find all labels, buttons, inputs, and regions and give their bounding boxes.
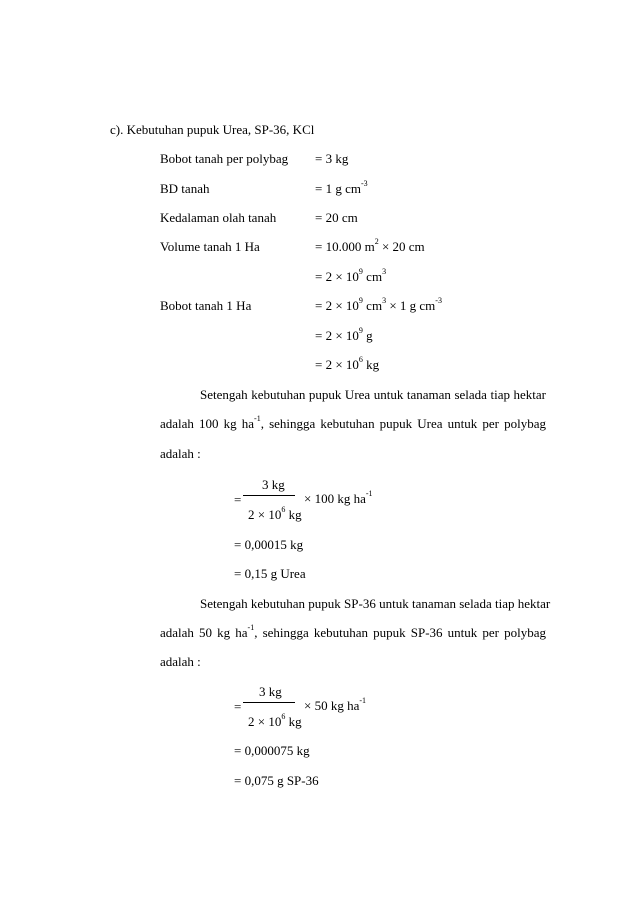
sp36-result-g: = 0,075 g SP-36	[234, 773, 319, 788]
sp36-paragraph-line3: adalah :	[160, 654, 201, 669]
urea-paragraph-line3: adalah :	[160, 446, 201, 461]
param-value-soil-weight-g: = $2 \times 10^9$ g	[315, 326, 373, 343]
param-label-volume: Volume tanah 1 Ha	[160, 239, 260, 254]
param-label-depth: Kedalaman olah tanah	[160, 210, 277, 225]
urea-fraction-bar	[243, 495, 295, 496]
sp36-fraction-denominator: $2 \times 10^6$ kg	[248, 712, 302, 729]
sp36-paragraph-line2: adalah 50 kg $ha^{-1}$, sehingga kebutuhan pupuk SP-36 untuk per polybag	[160, 623, 546, 640]
urea-paragraph-line1: Setengah kebutuhan pupuk Urea untuk tanaman selada tiap hektar	[200, 387, 546, 402]
param-label-soil-weight-polybag: Bobot tanah per polybag	[160, 151, 289, 166]
sp36-fraction-bar	[243, 702, 295, 703]
urea-result-g: = 0,15 g Urea	[234, 566, 306, 581]
urea-fraction-denominator: $2 \times 10^6$ kg	[248, 505, 302, 522]
param-value-volume: = 10.000 $m^2 \times 20$ cm	[315, 237, 425, 254]
sp36-result-kg: = 0,000075 kg	[234, 743, 310, 758]
urea-paragraph-line2: adalah 100 kg $ha^{-1}$, sehingga kebutuhan pupuk Urea untuk per polybag	[160, 414, 546, 431]
sp36-paragraph-line1: Setengah kebutuhan pupuk SP-36 untuk tanaman selada tiap hektar	[200, 596, 551, 611]
param-value-depth: = 20 cm	[315, 210, 358, 225]
sp36-multiplier: × 50 kg $ha^{-1}$	[304, 696, 367, 713]
sp36-fraction-numerator: 3 kg	[259, 684, 282, 699]
param-label-soil-weight-ha: Bobot tanah 1 Ha	[160, 298, 252, 313]
param-value-bd: = 1 g $cm^{-3}$	[315, 179, 368, 196]
urea-fraction-numerator: 3 kg	[262, 477, 285, 492]
param-value-soil-weight-kg: = $2 \times 10^6$ kg	[315, 355, 380, 372]
urea-result-kg: = 0,00015 kg	[234, 537, 304, 552]
sp36-equals-sign: =	[234, 699, 242, 714]
param-value-volume-result: = $2 \times 10^9$ $cm^3$	[315, 267, 387, 284]
param-label-bd: BD tanah	[160, 181, 210, 196]
param-value-soil-weight-polybag: = 3 kg	[315, 151, 349, 166]
param-value-soil-weight-ha: = $2 \times 10^9$ $cm^3 \times 1$ g $cm^{-3}$	[315, 296, 442, 313]
section-heading: c). Kebutuhan pupuk Urea, SP-36, KCl	[110, 122, 315, 137]
urea-equals-sign: =	[234, 492, 242, 507]
urea-multiplier: × 100 kg $ha^{-1}$	[304, 489, 373, 506]
